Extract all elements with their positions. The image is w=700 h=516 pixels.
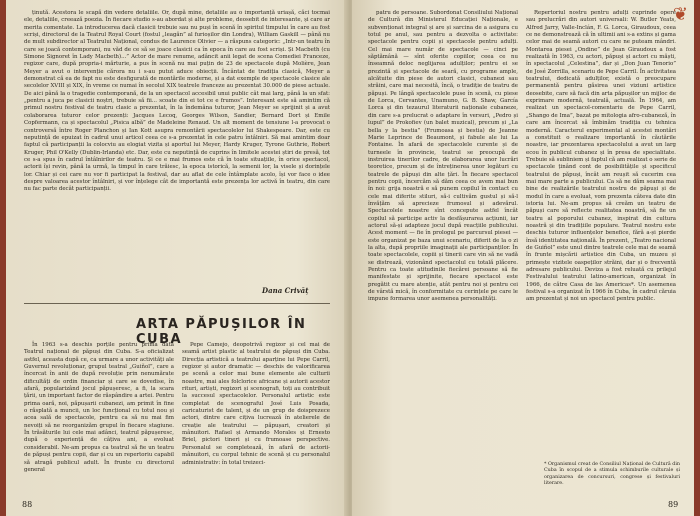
ornament-icon: ❦ xyxy=(672,4,688,25)
right-column-2 xyxy=(526,10,676,304)
column-paragraph: Repertoriul nostru pentru adulți cuprinde opere sau prelucrări din autori universali: W. Butler Yeats, Alfred Jarry, Valle-Inclán, F. G. Lorca, Giraudoux, ceea ce ne demonstrează că în ultimii ani s-a extins și gama celor mai de seamă autori cu care ne puteam mândri. Montarea piesei „Ondine” de Jean Giraudoux a fost realizată în 1963, cu actori, păpuși și actori cu măști, în spectacolul „Celestina”, dar și „Don Juan Tenorio” de José Zorrilla, scenariu de Pepe Carril. În activitatea teatrului, dedicată adulților, există o preocupare permanentă pentru găsirea unei viziuni artistice deosebite, care să facă din arta păpușilor un mijloc de exprimare modernă, teatrală, actuală. În 1964, am realizat un spectacol-comentariu de Pepe Carril, „Shango de Ima”, bazat pe mitologia afro-cubaneză, în care am încercat să îmbinăm tradiția cu tehnica modernă. Caracterul experimental al acestei montări a constituit o realizare importantă în căutările noastre, iar prezentarea spectacolului a avut un larg ecou în publicul cubanez și în presa de specialitate. Trebuie să subliniem și faptul că am realizat o serie de spectacole ținând cont de posibilitățile și specificul teatrului de păpuși, încât am reușit să cucerim cea mai mare parte a publicului. Ca să ne dăm seama mai bine de realizările teatrului nostru de păpuși și de modul în care a evoluat, vom prezenta câteva date din istoria lui. Ne-am propus să creăm un teatru de păpuși care să reflecte realitatea noastră, să fie un teatru al poporului cubanez, inspirat din cultura noastră și din tradițiile populare. Teatrul nostru este deschis tuturor influențelor benefice, fără a-și pierde însă identitatea națională. În prezent, „Teatro nacional de Guiñol” este unul dintre teatrele cele mai de seamă în frunte mișcării artistice din Cuba, un muzeu și primește vizitele oaspeților străini, dar și o frecventă adresare publicului. Deviza a fost reluată cu prilejul Festivalului teatrului latino-american, organizat în 1966, de către Casa de las Americas*. Un asemenea festival s-a organizat în 1966 în Cuba, în cadrul căruia am prezentat și noi un spectacol pentru public. xyxy=(526,10,677,303)
right-column-1 xyxy=(368,10,518,304)
left-column-2 xyxy=(182,342,330,467)
column-paragraph: În 1963 s-a deschis porțile pentru prima dată Teatrul național de păpuși din Cuba. S-a oficializat astfel, aceasta după ce, ca urmare a unor activități ale Guvernul revoluționar, grupul teatral „Guiñol”, care a încercat în anii de după revoluție prin nenumărate dificultăți de ordin financiar și care se dovedise, în afară, popularizând jocul păpușeresc, a fi, la scara țării, un important factor de răspândire a artei. Pentru prima oară, noi, păpușarii cubanezi, am primit în fine o răsplată a muncii, un loc funcțional cu totul nou și acea sală de spectacole, pentru ca să nu mai fim nevoiți să ne reorganizăm grupul în fiecare stagiune. În trăsăturile lui cele mai adânci, teatrul păpușeresc, după o experiență de câțiva ani, a evoluat considerabil. Ne-am propus ca teatrul să fie un teatru de păpuși pentru copii, dar și cu un repertoriu capabil să atragă publicul adult. În frunte cu directorul general xyxy=(24,342,174,473)
page-number-left: 88 xyxy=(22,500,33,509)
page-number-right: 89 xyxy=(668,500,679,509)
left-column-1 xyxy=(24,342,174,474)
column-paragraph: patru de persoane. Subordonat Consiliului Național de Cultură din Ministerul Educației Naționale, e subvenționat integral și are și sarcina de a asigura cu totul pe anul, sau pentru a dezvolta o activitate: spectacole pentru copii și spectacole pentru adulți. Cel mai mare număr de spectacole — cinci pe săptămână — sînt oferite copiilor, ceea ce nu înseamnă deloc neglijarea adulților; pentru ei se prezintă și spectacole de seară, cu programe ample, alcătuite din piese de autori clasici, cubanezi sau străini, care mai necesită, încă, o tradiție de teatru de păpuși. Pe lângă spectacolele puse în scenă, cu piese de Lorca, Cervantes, Unamuno, G. B. Shaw, García Lorca și din tezaurul literaturii naționale cubaneze, din care s-a prelucrat o adaptare în versuri, „Pedro și lupul” de Prokofiev (un balet muzical), precum și „La bella y la bestia” (Frumoasa și bestia) de Jeanne Marie Leprince de Beaumont, și fabule ale lui La Fontaine. În afară de spectacolele curente și de turneele în provincie, teatrul se preocupă de instruirea tinerilor cadre, de elaborarea unor lucrări teoretice, precum și de întreținerea unor legături cu teatrele de păpuși din alte țări. În fiecare spectacol pentru copii, încercăm să dăm ceea ce avem mai bun în noi: grija noastră e să punem copilul în contact cu cele mai diferite stiluri, să-i cultivăm gustul și să-l învățăm să aprecieze frumosul și adevărul. Spectacolele noastre sînt concepute astfel încât copilul să participe activ la desfășurarea acțiunii, iar actorul să-și adapteze jocul după reacțiile publicului. Acest moment — fie în prologul pe parcursul piesei — este organizat pe baza unui scenariu, diferit de la o zi la alta, după propriile imaginații ale participanților. În toate spectacolele, copiii și tinerii care vin să ne vadă se distrează, vizionând spectacolul cu totală plăcere. Pentru ca toate atitudinile fiecărei persoane să fie manifestate și sprijinite, fiecare spectacol este pregătit cu mare atenție, atât pentru noi și pentru cei de vârstă mică, în conformitate cu cerințele pe care le impune formarea unor asemenea personalități. xyxy=(368,10,518,303)
article-signature: Dana Crivăț xyxy=(262,286,309,295)
section-heading: ARTA PĂPUȘILOR ÎN CUBA xyxy=(136,317,307,347)
top-paragraph: ținută. Acestora le scapă din vedere detaliile. Or, după mine, detaliile au o importanță uriașă, căci tocmai ele, detaliile, creează poezia. În fiecare studio s-au abordat și alte probleme, deosebit de interesante, și care ar merita comentate. La introducerea dacă clasicii trebuie sau nu puși în scenă în spiritul timpului în care au fost scriși, directorul de la Teatrul Royal Court (fostul „leagăn” al furioșilor din Londra), William Gaskill — până nu de mult subdirector al Teatrului Național, condus de Laurence Olivier — a răspuns categoric: „Intr-un teatru în care se joacă contemporani, nu văd de ce să se joace clasicii ca în epoca în care au fost scriși. Și Macbeth (cu Simone Signoret în Lady Macbeth)...” Actor de mare renume, adâncit anii legat de scena Comediei Franceze, regizor care, după propria-i mărturie, a pus în scenă nu mai puțin de 23 de spectacole după Molière, Jean Meyer a avut o intervenție cărora nu i s-au putut aduce obiecții. Încântat de tradiția clasică, Meyer a demonstrat că ea de fapt nu este desfigurată de montările moderne, și a dat exemple de spectacole clasice ale secolelor XVIII și XIX, în vreme ce numai în secolul XIX teatrele franceze au prezentat 30.000 de piese actuale. De aici până la o tragedie contemporană, de la un spectacol accesibil unui public cât mai larg, până la un sfat: „pentru a juca pe clasicii noștri, trebuie să fii... scoate din ei tot ce e frumos”. Interesant este să amintim că primul nostru festival de teatru clasic a prezentat, în la îndemâna tuturor, Jean Meyer se sprijinit și a avut colaborarea tuturor celor prezenți: Jacques Lecoq, Georges Wilson, Sandier, Bernard Dort și Emile Copfermann, ca și spectacolul „Pisica albă” de Madeleine Renaud. Un alt moment de tensiune l-a provocat o controversă între Roger Planchon și Ian Kott asupra remontării spectacolelor lui Shakespeare. Dar, este cu neputință de epuizat în cadrul unui articol ceea ce s-a prezentat în cele patru întâlniri. Să mai amintim doar faptul că participanții la colocviu au elogiat vizita și aportul lui Meyer, Hardy Kruger, Tyrone Guthrie, Robert Kruger, Phil O'Kelly (Dublin-Irlanda) etc. Dar, este cu neputință de cuprins în limitele acestei știri de presă, tot ce s-a spus în cadrul întâlnirilor de teatru. Și ce e mai frumos este că în toate situațiile, în orice spectacol, actorii își revin, până la urmă, la timpul în care trăiesc, la epoca istorică, la semenii lor, la visele și dorințele lor. Chiar și cei care nu vor fi participat la festival, dar au aflat de cele întâmplate acolo, își vor face o idee despre valoarea acestor întâlniri, și vor înțelege cât de importantă este prezența lor activă în teatru, din care nu fac parte decât participanții. xyxy=(24,10,330,193)
book-spread xyxy=(6,0,694,516)
column-paragraph: Pepe Camejo, deopotrivă regizor și cel mai de seamă artist plastic al teatrului de păpuși din Cuba. Direcția artistică a teatrului aparține lui Pepe Carril, regizor și autor dramatic — deschis de valorificarea pe scenă a celor mai bune elemente ale culturii noastre, mai ales folclorice africane și autorii acestor rituri, artiști, regizori și scenografi, toți au contribuit la succesul spectacolelor. Personalul artistic este completat de scenograful José Luis Posada, caricaturist de talent, și de un grup de doisprezece actori, dintre care cițiva lucrează în atelierele de creație ale teatrului — păpușari, creatori și mânuitori. Rafael și Armando Morales și Ernesto Briel, pictori tineri și cu frumoase perspective. Personalul se completează, în afară de actorii-mânuitori, cu corpul tehnic de scenă și cu personalul administrativ: în total treizeci- xyxy=(182,342,330,466)
footnote: * Organismul creat de Consiliul Național de Cultură din Cuba în scopul de a stimula schimburile culturale și organizarea de concursuri, congrese și festivaluri literare. xyxy=(544,462,680,487)
section-rule-left xyxy=(24,303,330,304)
article-top-text xyxy=(24,10,330,194)
left-page xyxy=(6,0,348,516)
right-page xyxy=(352,0,694,516)
